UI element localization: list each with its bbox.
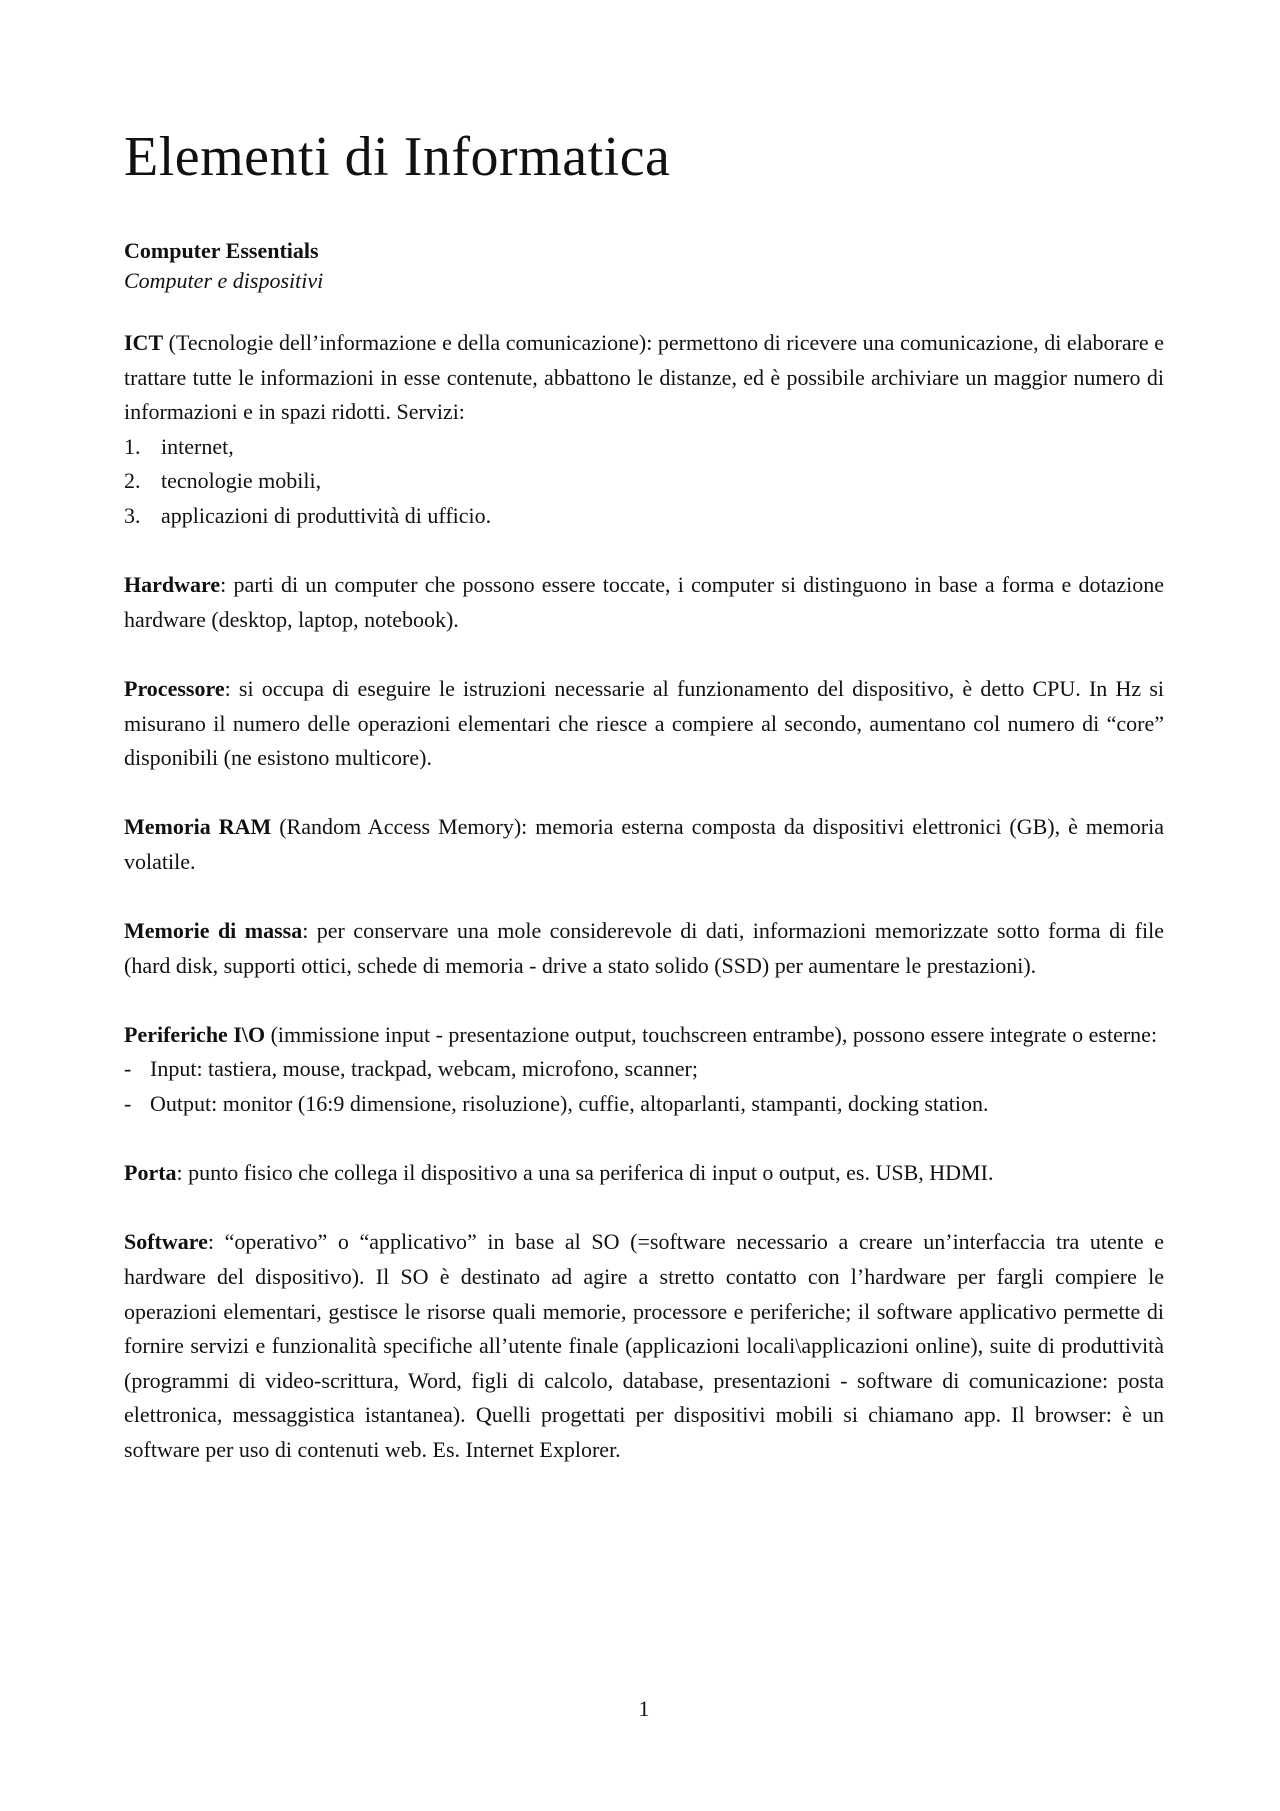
paragraph-porta <box>124 1156 1164 1191</box>
list-item <box>124 430 1164 465</box>
list-item <box>124 499 1164 534</box>
paragraph-hardware <box>124 568 1164 637</box>
list-marker: 3. <box>124 502 141 528</box>
text-hardware: : parti di un computer che possono essere toccate, i computer si distinguono in base a forma e dotazione hardware (desktop, laptop, notebook). <box>124 572 1164 632</box>
list-marker: 2. <box>124 468 141 494</box>
list-item-text: Output: monitor (16:9 dimensione, risoluzione), cuffie, altoparlanti, stampanti, docking station. <box>150 1091 989 1117</box>
term-periferiche: Periferiche I\O <box>124 1021 266 1047</box>
text-software: : “operativo” o “applicativo” in base al SO (=software necessario a creare un’interfaccia tra utente e hardware del dispositivo). Il SO è destinato ad agire a stretto contatto con l’hardware per fargli compiere le operazioni elementari, gestisce le risorse quali memorie, processore e periferiche; il software applicativo permette di fornire servizi e funzionalità specifiche all’utente finale (applicazioni locali\applicazioni online), suite di produttività (programmi di video-scrittura, Word, figli di calcolo, database, presentazioni - software di comunicazione: posta elettronica, messaggistica istantanea). Quelli progettati per dispositivi mobili si chiamano app. Il browser: è un software per uso di contenuti web. Es. Internet Explorer. <box>124 1229 1164 1462</box>
text-ram: (Random Access Memory): memoria esterna composta da dispositivi elettronici (GB), è memoria volatile. <box>124 814 1164 874</box>
list-item <box>124 1052 1164 1087</box>
section-subtitle: Computer e dispositivi <box>124 268 324 293</box>
text-periferiche: (immissione input - presentazione output, touchscreen entrambe), possono essere integrate o esterne: <box>265 1021 1158 1047</box>
term-ict: ICT <box>124 330 164 355</box>
paragraph-memorie-massa <box>124 914 1164 983</box>
document-body <box>124 326 1164 1502</box>
term-ram: Memoria RAM <box>124 814 272 840</box>
paragraph-periferiche <box>124 1018 1164 1053</box>
paragraph-ict <box>124 326 1164 430</box>
text-ict: (Tecnologie dell’informazione e della comunicazione): permettono di ricevere una comunicazione, di elaborare e trattare tutte le informazioni in esse contenute, abbattono le distanze, ed è possibile archiviare un maggior numero di informazioni e in spazi ridotti. Servizi: <box>124 330 1164 425</box>
term-porta: Porta <box>124 1160 177 1186</box>
list-marker: - <box>124 1091 132 1117</box>
list-item-text: internet, <box>161 433 234 459</box>
text-memorie-massa: : per conservare una mole considerevole di dati, informazioni memorizzate sotto forma di file (hard disk, supporti ottici, schede di memoria - drive a stato solido (SSD) per aumentare le prestazioni). <box>124 918 1165 978</box>
paragraph-software <box>124 1225 1164 1467</box>
ict-services-list <box>124 430 1164 534</box>
term-processore: Processore <box>124 675 225 701</box>
section-heading <box>124 236 323 296</box>
term-hardware: Hardware <box>124 572 221 598</box>
page-number: 1 <box>638 1696 650 1721</box>
list-item <box>124 1087 1164 1122</box>
term-software: Software <box>124 1229 208 1255</box>
list-item-text: tecnologie mobili, <box>161 468 322 494</box>
list-item-text: applicazioni di produttività di ufficio. <box>161 502 492 528</box>
term-memorie-massa: Memorie di massa <box>124 918 303 944</box>
list-marker: 1. <box>124 433 141 459</box>
text-porta: : punto fisico che collega il dispositivo a una sa periferica di input o output, es. USB, HDMI. <box>176 1160 994 1186</box>
list-item-text: Input: tastiera, mouse, trackpad, webcam, microfono, scanner; <box>150 1056 698 1082</box>
paragraph-ram <box>124 810 1164 879</box>
document-title: Elementi di Informatica <box>124 126 671 188</box>
text-processore: : si occupa di eseguire le istruzioni necessarie al funzionamento del dispositivo, è detto CPU. In Hz si misurano il numero delle operazioni elementari che riesce a compiere al secondo, aumentano col numero di “core” disponibili (ne esistono multicore). <box>124 675 1164 771</box>
list-marker: - <box>124 1056 132 1082</box>
periferiche-list <box>124 1052 1164 1121</box>
paragraph-processore <box>124 672 1164 776</box>
section-title: Computer Essentials <box>124 238 319 263</box>
list-item <box>124 464 1164 499</box>
